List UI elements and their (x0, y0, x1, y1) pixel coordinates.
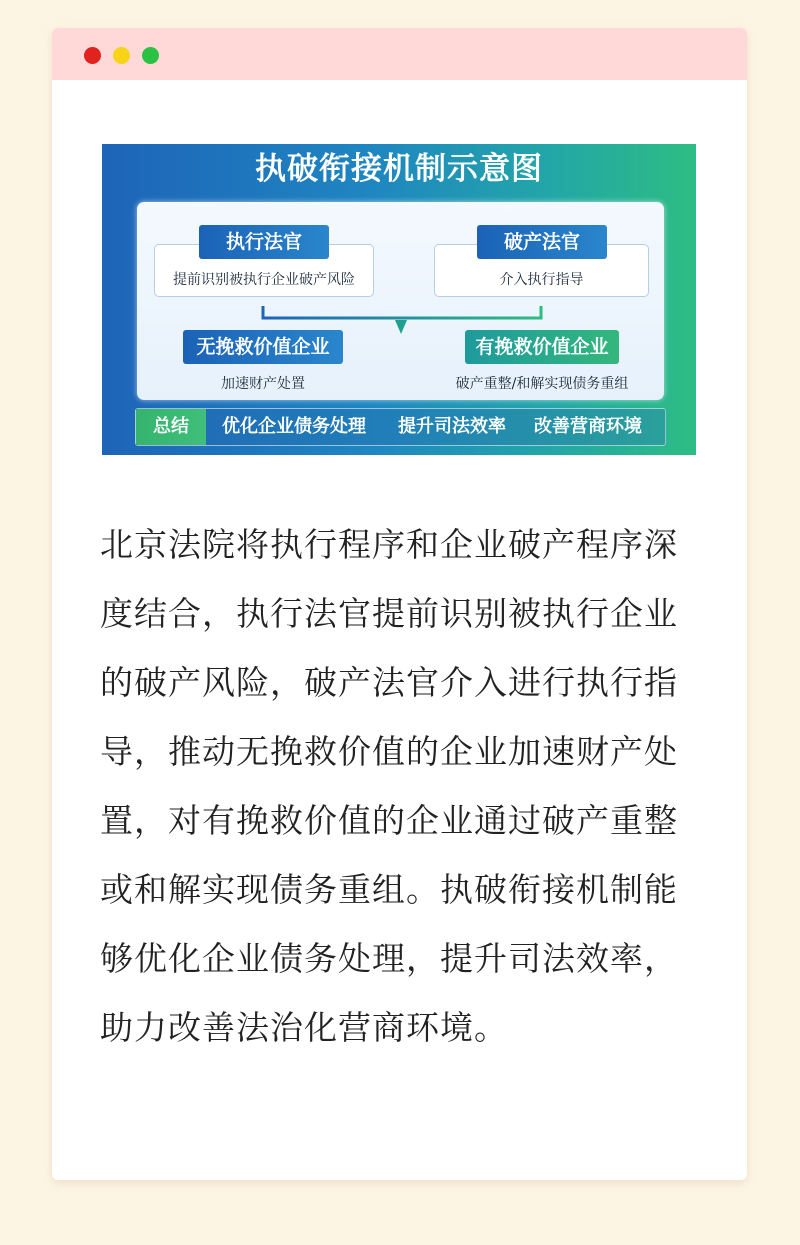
summary-item: 改善营商环境 (534, 416, 642, 437)
close-window-button[interactable] (84, 47, 101, 64)
summary-item: 优化企业债务处理 (222, 416, 366, 437)
rescue-value-label: 有挽救价值企业 (465, 330, 619, 364)
minimize-window-button[interactable] (113, 47, 130, 64)
article-paragraph: 北京法院将执行程序和企业破产程序深度结合，执行法官提前识别被执行企业的破产风险，破产法官介入进行执行指导，推动无挽救价值的企业加速财产处置，对有挽救价值的企业通过破产重整或和解实现债务重组。执破衔接机制能够优化企业债务处理，提升司法效率，助力改善法治化营商环境。 (100, 525, 678, 1047)
executing-judge-description: 提前识别被执行企业破产风险 (173, 272, 355, 288)
bankruptcy-judge-description: 介入执行指导 (499, 272, 584, 288)
no-rescue-value-description: 加速财产处置 (221, 376, 305, 392)
maximize-window-button[interactable] (142, 47, 159, 64)
summary-label: 总结 (136, 409, 206, 445)
executing-judge-label: 执行法官 (199, 225, 329, 259)
diagram-panel (137, 202, 664, 400)
no-rescue-value-label: 无挽救价值企业 (183, 330, 343, 364)
browser-window (52, 28, 747, 1180)
bankruptcy-judge-label: 破产法官 (477, 225, 607, 259)
diagram-title: 执破衔接机制示意图 (255, 151, 543, 187)
mechanism-diagram (102, 144, 696, 455)
summary-item: 提升司法效率 (398, 416, 506, 437)
title-bar (52, 28, 747, 80)
rescue-value-description: 破产重整/和解实现债务重组 (455, 376, 629, 392)
summary-bar (135, 408, 666, 446)
